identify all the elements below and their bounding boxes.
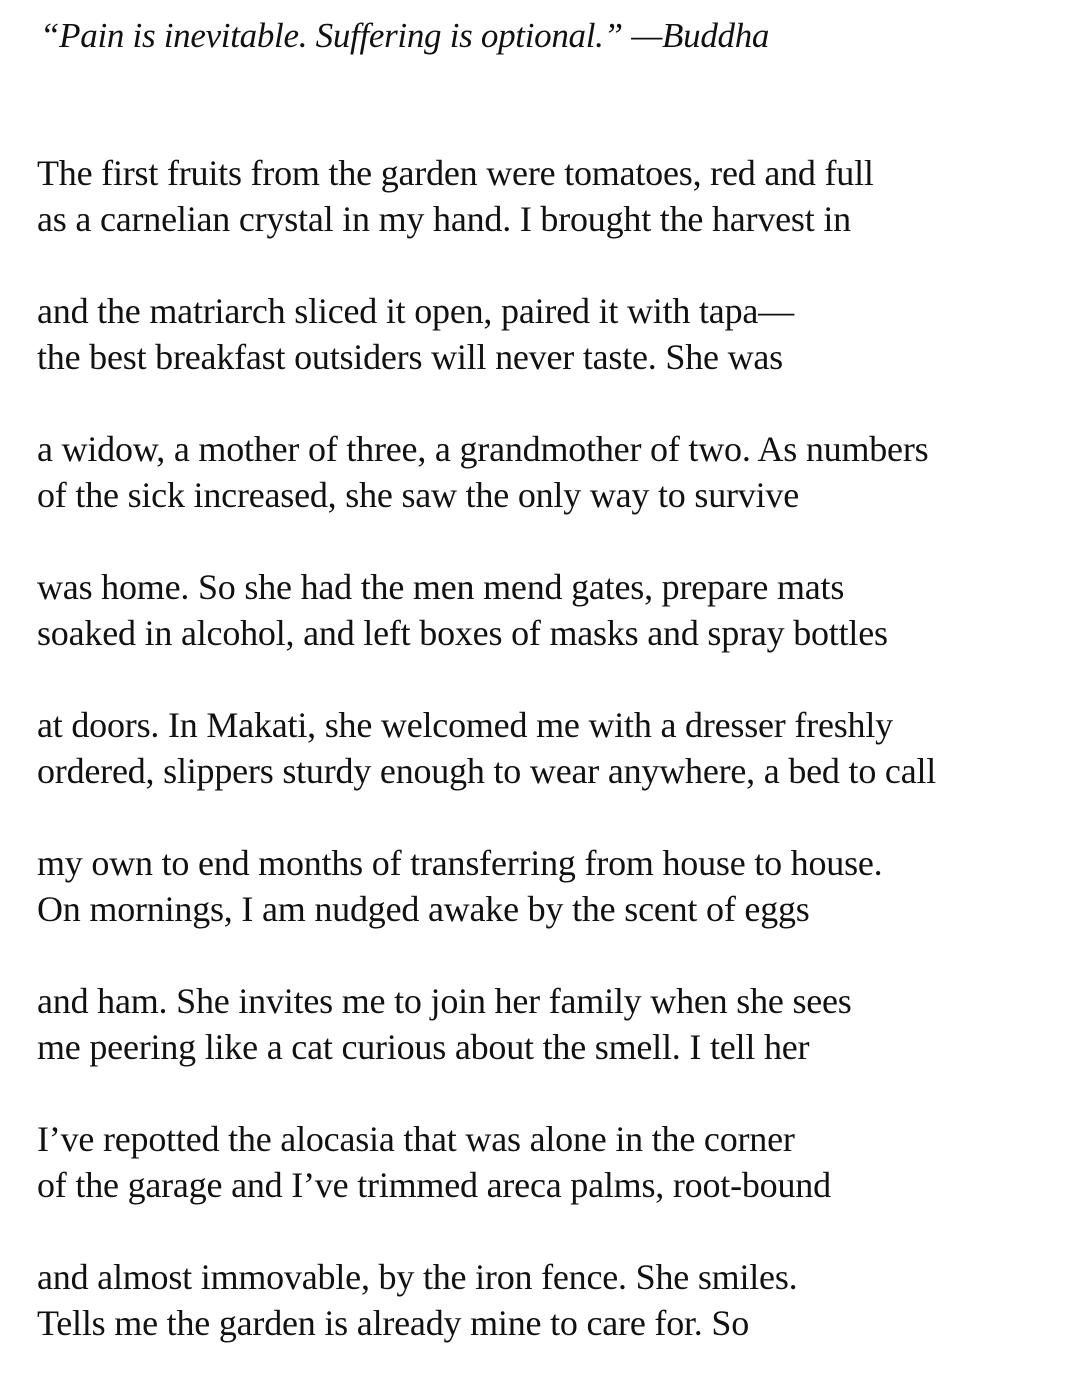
poem-line: as a carnelian crystal in my hand. I brought the harvest in	[37, 199, 851, 239]
stanza-8	[37, 1116, 1077, 1254]
poem-line: ordered, slippers sturdy enough to wear anywhere, a bed to call	[37, 751, 937, 791]
poem-line: and ham. She invites me to join her family when she sees	[37, 981, 852, 1021]
poem-line: of the garage and I’ve trimmed areca palms, root-bound	[37, 1165, 831, 1205]
poem-line: me peering like a cat curious about the smell. I tell her	[37, 1027, 810, 1067]
stanza-3	[37, 426, 1077, 564]
poem-line: The first fruits from the garden were tomatoes, red and full	[37, 153, 874, 193]
poem-line: my own to end months of transferring from house to house.	[37, 843, 883, 883]
poem-line: On mornings, I am nudged awake by the scent of eggs	[37, 889, 810, 929]
poem-line: Tells me the garden is already mine to care for. So	[37, 1303, 750, 1343]
poem-body	[37, 150, 1077, 1392]
poem-line: the best breakfast outsiders will never taste. She was	[37, 337, 783, 377]
stanza-9	[37, 1254, 1077, 1392]
stanza-6	[37, 840, 1077, 978]
stanza-2	[37, 288, 1077, 426]
poem-line: at doors. In Makati, she welcomed me with a dresser freshly	[37, 705, 893, 745]
epigraph: “Pain is inevitable. Suffering is optional.” —Buddha	[40, 16, 770, 55]
poem-line: was home. So she had the men mend gates, prepare mats	[37, 567, 845, 607]
stanza-5	[37, 702, 1077, 840]
poem-line: of the sick increased, she saw the only way to survive	[37, 475, 799, 515]
stanza-1	[37, 150, 1077, 288]
stanza-7	[37, 978, 1077, 1116]
poem-line: and almost immovable, by the iron fence. She smiles.	[37, 1257, 798, 1297]
poem-line: soaked in alcohol, and left boxes of masks and spray bottles	[37, 613, 888, 653]
stanza-4	[37, 564, 1077, 702]
poem-line: and the matriarch sliced it open, paired it with tapa—	[37, 291, 794, 331]
poem-line: a widow, a mother of three, a grandmother of two. As numbers	[37, 429, 929, 469]
poem-line: I’ve repotted the alocasia that was alone in the corner	[37, 1119, 795, 1159]
